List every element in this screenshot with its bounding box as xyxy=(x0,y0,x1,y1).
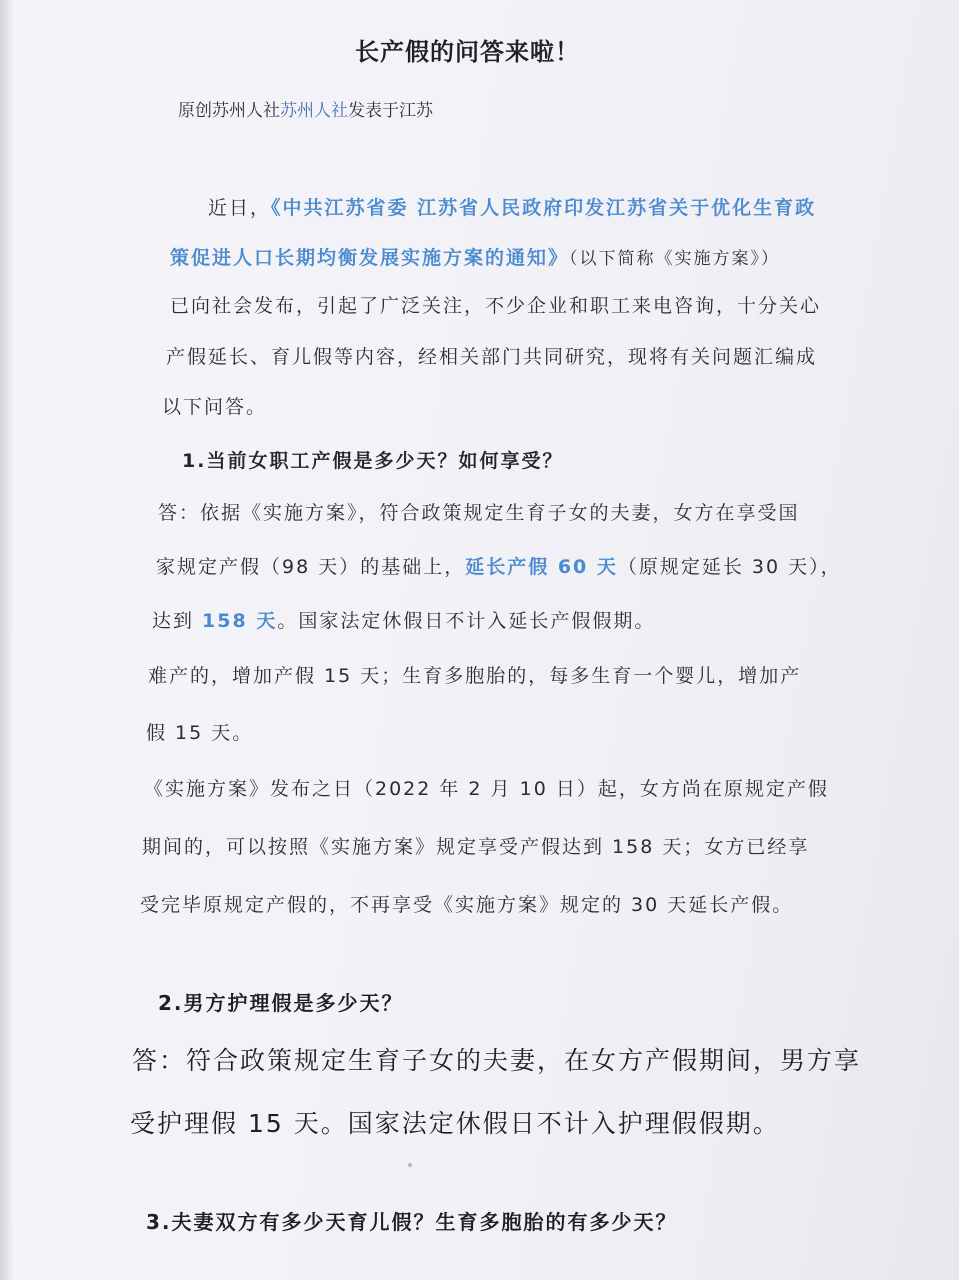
answer-1-line-2-post: （原规定延长 30 天）， xyxy=(617,556,842,578)
answer-1-line-3-pre: 达到 xyxy=(152,610,203,632)
answer-1-line-2 xyxy=(156,552,842,579)
total-leave-highlight: 158 天 xyxy=(202,610,278,632)
source-prefix: 原创苏州人社 xyxy=(178,101,280,121)
intro-line-1 xyxy=(208,193,816,220)
intro-line-3: 已向社会发布，引起了广泛关注，不少企业和职工来电咨询，十分关心 xyxy=(170,295,822,317)
intro-line-2 xyxy=(170,243,780,270)
answer-1-line-3 xyxy=(152,606,655,633)
answer-2-line-1: 答：符合政策规定生育子女的夫妻，在女方产假期间，男方享 xyxy=(132,1046,862,1075)
answer-1-line-2-pre: 家规定产假（98 天）的基础上， xyxy=(156,556,466,578)
abbreviation-note: （以下简称《实施方案》） xyxy=(569,249,781,269)
policy-document-title-1: 《中共江苏省委 江苏省人民政府印发江苏省关于优化生育政 xyxy=(271,197,817,219)
question-3: 3.夫妻双方有多少天育儿假？生育多胞胎的有多少天？ xyxy=(146,1210,678,1234)
question-1: 1.当前女职工产假是多少天？如何享受？ xyxy=(182,450,564,472)
answer-1-para3-line-1: 《实施方案》发布之日（2022 年 2 月 10 日）起，女方尚在原规定产假 xyxy=(144,778,829,800)
page-title: 长产假的问答来啦！ xyxy=(355,38,580,66)
answer-1-line-3-post: 。国家法定休假日不计入延长产假假期。 xyxy=(277,610,656,632)
question-2: 2.男方护理假是多少天？ xyxy=(158,991,404,1015)
intro-line-5: 以下问答。 xyxy=(162,396,268,418)
answer-1-line-1: 答：依据《实施方案》，符合政策规定生育子女的夫妻，女方在享受国 xyxy=(158,502,800,524)
answer-2-line-2: 受护理假 15 天。国家法定休假日不计入护理假假期。 xyxy=(130,1109,780,1138)
answer-1-para3-line-2: 期间的，可以按照《实施方案》规定享受产假达到 158 天；女方已经享 xyxy=(142,836,810,858)
page-edge-shadow xyxy=(0,0,14,1280)
source-suffix: 发表于江苏 xyxy=(348,101,433,121)
extended-leave-highlight: 延长产假 60 天 xyxy=(465,556,618,578)
paper-speck xyxy=(408,1163,412,1167)
answer-1-para3-line-3: 受完毕原规定产假的，不再享受《实施方案》规定的 30 天延长产假。 xyxy=(140,894,794,916)
policy-document-title-2: 策促进人口长期均衡发展实施方案的通知》 xyxy=(170,247,570,269)
article-source xyxy=(178,96,433,121)
source-account-link[interactable]: 苏州人社 xyxy=(280,101,348,121)
intro-line-4: 产假延长、育儿假等内容，经相关部门共同研究，现将有关问题汇编成 xyxy=(166,346,818,368)
intro-lead: 近日， xyxy=(208,197,272,219)
answer-1-para2-line-1: 难产的，增加产假 15 天；生育多胞胎的，每多生育一个婴儿，增加产 xyxy=(148,665,802,687)
answer-1-para2-line-2: 假 15 天。 xyxy=(146,722,254,744)
